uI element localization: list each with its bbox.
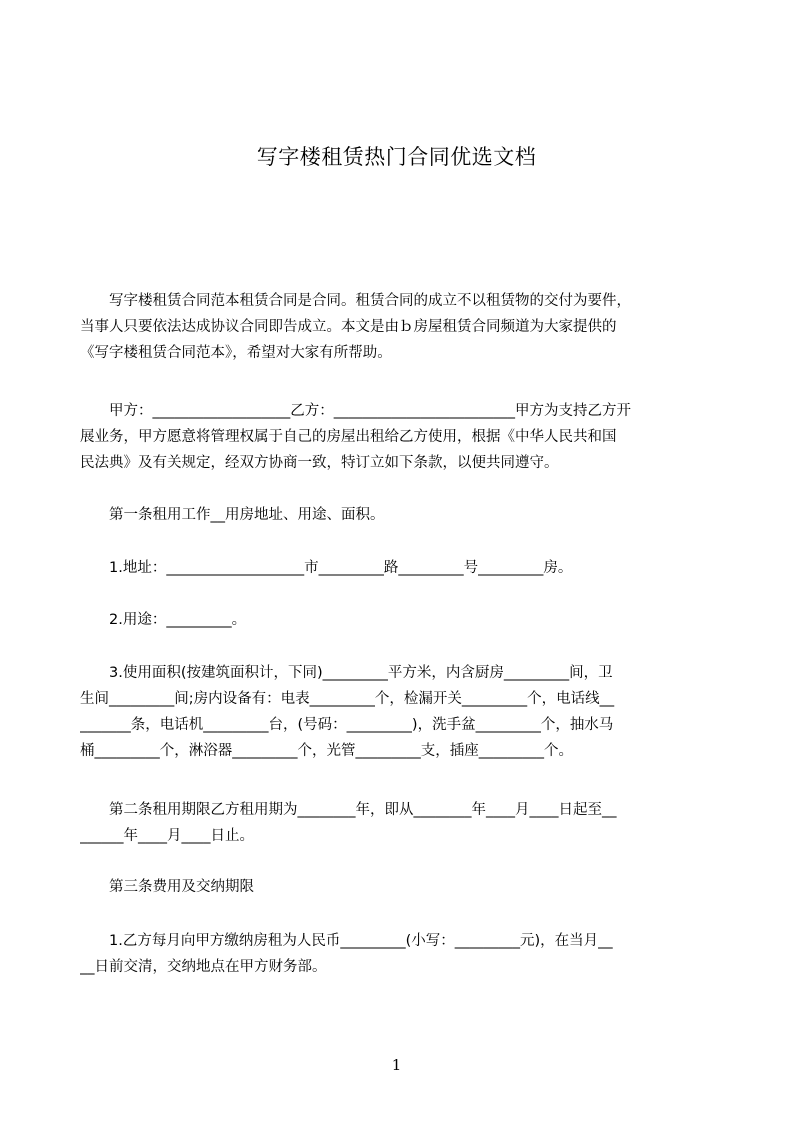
intro-paragraph bbox=[80, 288, 700, 366]
item-3-1-rent bbox=[80, 928, 700, 980]
item-2-line: 2.用途：_________。 bbox=[80, 612, 247, 628]
article-2-term bbox=[80, 797, 700, 849]
item-3-line: _______条，电话机_________台，(号码：_________)，洗手盆_________个，抽水马 bbox=[80, 717, 614, 733]
parties-line: 民法典》及有关规定，经双方协商一致，特订立如下条款，以便共同遵守。 bbox=[80, 455, 559, 471]
article-3-heading bbox=[80, 874, 700, 900]
document-title: 写字楼租赁热门合同优选文档 bbox=[256, 145, 537, 169]
parties-paragraph bbox=[80, 398, 700, 476]
item-1-line: 1.地址：___________________市_________路_________号_________房。 bbox=[80, 560, 573, 576]
article-1-heading bbox=[80, 502, 700, 528]
article-2-line: 第二条租用期限乙方租用期为________年，即从________年____月____日起至__ bbox=[80, 802, 617, 818]
article-2-line: ______年____月____日止。 bbox=[80, 828, 254, 844]
rent-line: __日前交清，交纳地点在甲方财务部。 bbox=[80, 959, 327, 975]
item-3-line: 生间_________间;房内设备有：电表_________个，检漏开关_________个，电话线__ bbox=[80, 691, 615, 707]
intro-line: 《写字楼租赁合同范本》，希望对大家有所帮助。 bbox=[80, 345, 392, 361]
article-1-line: 第一条租用工作__用房地址、用途、面积。 bbox=[80, 507, 385, 523]
parties-line: 甲方：___________________乙方：_________________________甲方为支持乙方开 bbox=[80, 403, 631, 419]
article-3-line: 第三条费用及交纳期限 bbox=[80, 879, 254, 895]
item-3-line: 桶_________个，淋浴器_________个，光管_________支，插座_________个。 bbox=[80, 743, 573, 759]
parties-line: 展业务，甲方愿意将管理权属于自己的房屋出租给乙方使用，根据《中华人民共和国 bbox=[80, 429, 617, 445]
intro-line: 当事人只要依法达成协议合同即告成立。本文是由ｂ房屋租赁合同频道为大家提供的 bbox=[80, 319, 617, 335]
rent-line: 1.乙方每月向甲方缴纳房租为人民币_________(小写：_________元)，在当月__ bbox=[80, 933, 613, 949]
item-3-area bbox=[80, 660, 700, 764]
item-2-use bbox=[80, 607, 700, 633]
item-3-line: 3.使用面积(按建筑面积计，下同)_________平方米，内含厨房_________间，卫 bbox=[80, 665, 613, 681]
intro-line: 写字楼租赁合同范本租赁合同是合同。租赁合同的成立不以租赁物的交付为要件， bbox=[80, 293, 631, 309]
page-number: 1 bbox=[391, 1056, 402, 1074]
item-1-address bbox=[80, 555, 700, 581]
